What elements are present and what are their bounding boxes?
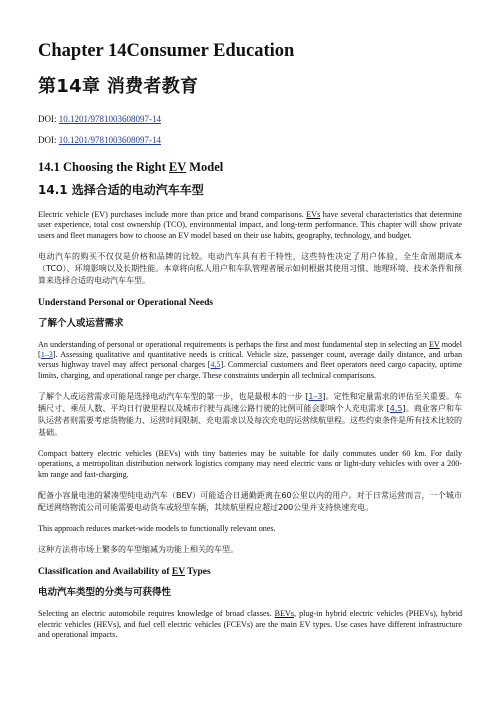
paragraph-text: model [ (38, 339, 462, 360)
section-title-english (38, 160, 462, 175)
doi-link[interactable]: 10.1201/9781003608097-14 (58, 135, 161, 145)
citation-link[interactable]: 4,5 (210, 360, 221, 370)
doi-label: DOI: (38, 135, 57, 145)
doi-line-1 (38, 114, 462, 125)
bev-paragraph-chinese: 配备小容量电池的紧凑型纯电动汽车（BEV）可能适合日通勤距离在60公里以内的用户。对于日常运营而言，一个城市配送网络物流公司可能需要电动货车或轻型车辆，其续航里程应超过200公里并支持快速充电。 (38, 490, 462, 512)
needs-paragraph-english (38, 340, 462, 381)
citation-link[interactable]: 1–3 (40, 350, 53, 360)
paragraph-text: , plug-in hybrid electric vehicles (PHEVs), hybrid electric vehicles (HEVs), and fuel cell electric vehicles (FCEVs) are the main EV types. Use cases have different infrastructure and operational impacts. (38, 609, 462, 639)
ev-abbreviation: EV (168, 160, 187, 174)
classification-paragraph-english (38, 609, 462, 640)
bevs-abbreviation: BEVs (274, 609, 295, 619)
ev-abbreviation: EV (171, 567, 185, 578)
subsection-title-english: Understand Personal or Operational Needs (38, 297, 214, 308)
section-title-chinese: 14.1 选择合适的电动汽车车型 (38, 183, 204, 197)
paragraph-text: ]。定性和定量需求的评估至关重要。车辆尺寸、乘员人数、平均日行驶里程以及城市行驶与高速公路行驶的比例可能会影响个人充电需求 [ (38, 392, 462, 414)
ev-abbreviation: EVs (306, 210, 321, 219)
section-title-text: Model (186, 160, 224, 174)
chapter-title-chinese: 第14章 消费者教育 (38, 76, 199, 97)
chapter-title-english: Chapter 14Consumer Education (38, 41, 295, 61)
doi-link[interactable]: 10.1201/9781003608097-14 (58, 114, 161, 124)
section-title-text: 14.1 Choosing the Right (38, 160, 169, 174)
paragraph-text: have several characteristics that determine user experience, total cost ownership (TCO), environmental impact, and long-term performance. This chapter will show private users and fleet managers how to choose an EV model based on their use habits, geography, technology, and budget. (38, 210, 462, 240)
approach-paragraph-english: This approach reduces market-wide models to functionally relevant ones. (38, 523, 276, 533)
subsection-title-english (38, 566, 462, 578)
bev-paragraph-english: Compact battery electric vehicles (BEVs) with tiny batteries may be suitable for daily commutes under 60 km. For daily operations, a metropolitan distribution network logistics company may need electric vans or light-duty vehicles with over a 200-km range and fast-charging. (38, 449, 462, 479)
paragraph-text: 了解个人或运营需求可能是选择电动汽车车型的第一步，也是最根本的一步 [ (38, 392, 309, 402)
approach-paragraph-chinese: 这种方法将市场上繁多的车型缩减为功能上相关的车型。 (38, 545, 238, 555)
citation-link[interactable]: 1–3 (308, 392, 323, 402)
subsection-title-text: Types (184, 567, 211, 578)
doi-label: DOI: (38, 114, 57, 124)
paragraph-text: ]。商业客户和车队运营者则需要考虑货物能力、运营时间限制、充电需求以及每次充电的运营续航里程。这些约束条件是所有技术比较的基础。 (38, 404, 462, 438)
paragraph-text: ]. Assessing qualitative and quantitative needs is critical. Vehicle size, passenger count, average daily distance, and urban versus highway travel may affect personal charges [ (38, 350, 462, 370)
paragraph-text: An understanding of personal or operational requirements is perhaps the first and most fundamental step in selecting an (38, 339, 429, 349)
intro-paragraph-chinese: 电动汽车的购买不仅仅是价格和品牌的比较。电动汽车具有若干特性，这些特性决定了用户体验、全生命周期成本（TCO）、环境影响以及长期性能。本章将向私人用户和车队管理者展示如何根据其使用习惯、地理环境、技术条件和预算来选择合适的电动汽车车型。 (38, 251, 462, 285)
paragraph-text: ]. Commercial customers and fleet operators need cargo capacity, uptime limits, charging, and operational range per charge. These constraints underpin all technical comparisons. (38, 360, 462, 380)
intro-paragraph-english (38, 210, 462, 241)
ev-abbreviation: EV (428, 339, 440, 349)
subsection-title-text: Classification and Availability of (38, 567, 172, 578)
subsection-title-chinese: 电动汽车类型的分类与可获得性 (38, 587, 172, 599)
paragraph-text: Electric vehicle (EV) purchases include more than price and brand comparisons. (38, 210, 307, 219)
doi-line-2 (38, 135, 462, 146)
subsection-title-chinese: 了解个人或运营需求 (38, 317, 124, 329)
paragraph-text: Selecting an electric automobile requires knowledge of broad classes. (38, 609, 275, 619)
citation-link[interactable]: 4,5 (389, 404, 403, 414)
needs-paragraph-chinese (38, 391, 462, 439)
